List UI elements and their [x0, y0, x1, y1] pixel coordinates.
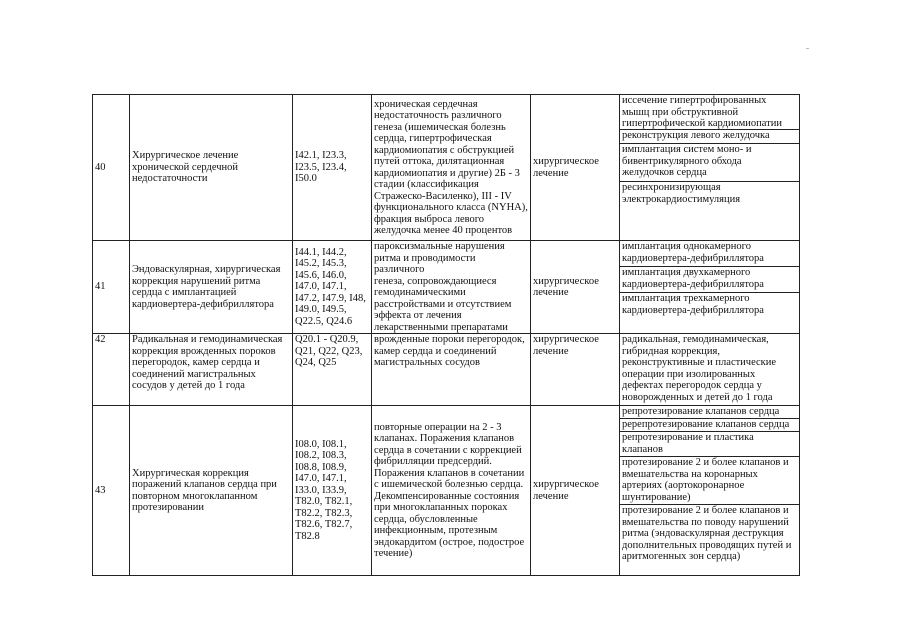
icd-codes: I42.1, I23.3, I23.5, I23.4, I50.0 — [293, 95, 372, 241]
treatment-type: хирургическое лечение — [531, 334, 620, 406]
service-name: Эндоваскулярная, хирургическая коррекция нарушений ритма сердца с имплантацией кардиовертера-дефибриллятора — [130, 241, 293, 334]
table-row-40 — [93, 95, 800, 241]
service-name: Хирургическое лечение хронической сердечной недостаточности — [130, 95, 293, 241]
table-row-41 — [93, 241, 800, 334]
row-number: 42 — [93, 334, 130, 406]
method-item: имплантация двухкамерного кардиовертера-дефибриллятора — [620, 267, 799, 293]
treatment-type: хирургическое лечение — [531, 95, 620, 241]
patient-model: пароксизмальные нарушения ритма и проводимости различного генеза, сопровождающиеся гемодинамическими расстройствами и отсутствием эффекта от лечения лекарственными препаратами — [372, 241, 531, 334]
page-mark — [806, 48, 809, 49]
method-item: имплантация трехкамерного кардиовертера-дефибриллятора — [622, 293, 764, 316]
method-item: протезирование 2 и более клапанов и вмешательства на коронарных артериях (аортокоронарное шунтирование) — [620, 457, 799, 505]
method-item: иссечение гипертрофированных мышц при обструктивной гипертрофической кардиомиопатии — [620, 95, 799, 130]
method-item: репротезирование и пластика клапанов — [620, 432, 799, 457]
patient-model: повторные операции на 2 - 3 клапанах. Поражения клапанов сердца в сочетании с коррекцией фибрилляции предсердий. Поражения клапанов в сочетании с ишемической болезнью сердца. Декомпенсированные состояния при многоклапанных пороках сердца, обусловленные инфекционным, протезным эндокардитом (острое, подострое течение) — [372, 406, 531, 576]
icd-codes: I44.1, I44.2, I45.2, I45.3, I45.6, I46.0, I47.0, I47.1, I47.2, I47.9, I48, I49.0, I49.5, Q22.5, Q24.6 — [293, 241, 372, 334]
method-item: протезирование 2 и более клапанов и вмешательства по поводу нарушений ритма (эндоваскулярная деструкция дополнительных проводящих путей и аритмогенных зон сердца) — [622, 505, 792, 562]
treatment-methods — [620, 334, 800, 406]
treatment-methods — [620, 406, 800, 576]
service-name: Радикальная и гемодинамическая коррекция врожденных пороков перегородок, камер сердца и соединений магистральных сосудов у детей до 1 года — [130, 334, 293, 406]
treatment-type: хирургическое лечение — [531, 241, 620, 334]
table-row-42 — [93, 334, 800, 406]
care-table — [92, 94, 800, 576]
treatment-type: хирургическое лечение — [531, 406, 620, 576]
method-item: репротезирование клапанов сердца — [620, 406, 799, 419]
patient-model: хроническая сердечная недостаточность различного генеза (ишемическая болезнь сердца, гипертрофическая кардиомиопатия с обструкцией путей оттока, дилятационная кардиомиопатия и другие) 2Б - 3 стадии (классификация Стражеско-Василенко), III - IV функционального класса (NYHA), фракция выброса левого желудочка менее 40 процентов — [372, 95, 531, 241]
method-item: имплантация систем моно- и бивентрикулярного обхода желудочков сердца — [620, 144, 799, 182]
method-item: имплантация однокамерного кардиовертера-дефибриллятора — [620, 241, 799, 267]
icd-codes: I08.0, I08.1, I08.2, I08.3, I08.8, I08.9, I47.0, I47.1, I33.0, I33.9, T82.0, T82.1, T82.2, T82.3, T82.6, T82.7, T82.8 — [293, 406, 372, 576]
patient-model: врожденные пороки перегородок, камер сердца и соединений магистральных сосудов — [372, 334, 531, 406]
treatment-methods — [620, 95, 800, 241]
treatment-methods — [620, 241, 800, 334]
service-name: Хирургическая коррекция поражений клапанов сердца при повторном многоклапанном протезировании — [130, 406, 293, 576]
method-item: ресинхронизирующая электрокардиостимуляция — [622, 182, 741, 205]
icd-codes: Q20.1 - Q20.9, Q21, Q22, Q23, Q24, Q25 — [293, 334, 372, 406]
row-number: 40 — [93, 95, 130, 241]
table-row-43 — [93, 406, 800, 576]
row-number: 43 — [93, 406, 130, 576]
method-item: ререпротезирование клапанов сердца — [620, 419, 799, 432]
method-item: радикальная, гемодинамическая, гибридная коррекция, реконструктивные и пластические операции при изолированных дефектах перегородок сердца у новорожденных и детей до 1 года — [622, 334, 777, 403]
method-item: реконструкция левого желудочка — [620, 130, 799, 144]
row-number: 41 — [93, 241, 130, 334]
